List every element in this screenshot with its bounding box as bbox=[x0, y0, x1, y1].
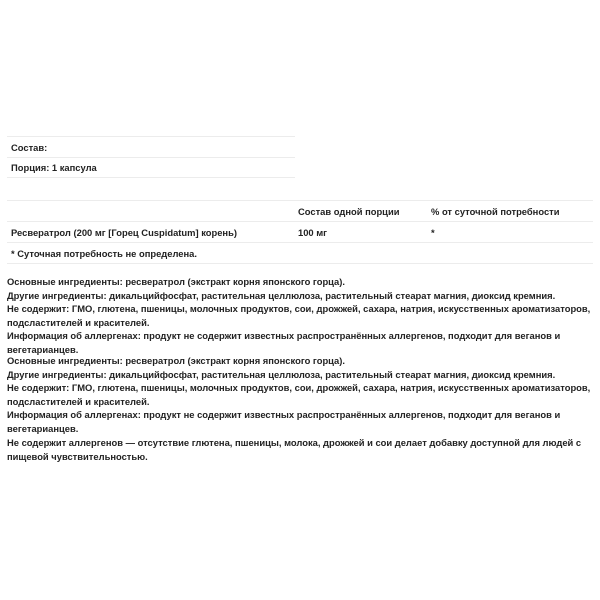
allergen-info-text: Информация об аллергенах: продукт не содержит известных распространённых аллергенов, подходит для веганов и вегетарианцев. bbox=[7, 330, 561, 355]
supplement-facts-table bbox=[7, 200, 593, 264]
description-block-1 bbox=[7, 275, 595, 356]
header-amount-per-serving: Состав одной порции bbox=[294, 201, 427, 222]
free-from-text: Не содержит: ГМО, глютена, пшеницы, молочных продуктов, сои, дрожжей, сахара, натрия, искусственных ароматизаторов, подсластителей и красителей. bbox=[7, 303, 591, 328]
composition-section bbox=[7, 136, 295, 178]
header-ingredient bbox=[7, 201, 294, 222]
header-daily-value: % от суточной потребности bbox=[427, 201, 593, 222]
daily-value-footnote: * Суточная потребность не определена. bbox=[7, 243, 593, 264]
ingredient-amount: 100 мг bbox=[294, 222, 427, 243]
table-header-row bbox=[7, 201, 593, 222]
description-block-2 bbox=[7, 354, 595, 435]
ingredient-daily-value: * bbox=[427, 222, 593, 243]
allergen-free-summary: Не содержит аллергенов — отсутствие глютена, пшеницы, молока, дрожжей и сои делает добавку доступной для людей с пищевой чувствительностью. bbox=[7, 437, 582, 462]
composition-title: Состав: bbox=[7, 136, 295, 157]
allergen-info-text: Информация об аллергенах: продукт не содержит известных распространённых аллергенов, подходит для веганов и вегетарианцев. bbox=[7, 409, 561, 434]
other-ingredients-text: Другие ингредиенты: дикальцийфосфат, растительная целлюлоза, растительный стеарат магния, диоксид кремния. bbox=[7, 289, 556, 301]
footnote-row bbox=[7, 243, 593, 264]
main-ingredients-text: Основные ингредиенты: ресвератрол (экстракт корня японского горца). bbox=[7, 355, 345, 366]
main-ingredients-text: Основные ингредиенты: ресвератрол (экстракт корня японского горца). bbox=[7, 276, 345, 287]
other-ingredients-text: Другие ингредиенты: дикальцийфосфат, растительная целлюлоза, растительный стеарат магния, диоксид кремния. bbox=[7, 368, 556, 380]
free-from-text: Не содержит: ГМО, глютена, пшеницы, молочных продуктов, сои, дрожжей, сахара, натрия, искусственных ароматизаторов, подсластителей и красителей. bbox=[7, 382, 591, 407]
table-row bbox=[7, 222, 593, 243]
description-block-3 bbox=[7, 436, 595, 463]
ingredient-name: Ресвератрол (200 мг [Горец Cuspidatum] корень) bbox=[7, 222, 294, 243]
serving-size: Порция: 1 капсула bbox=[7, 157, 295, 178]
